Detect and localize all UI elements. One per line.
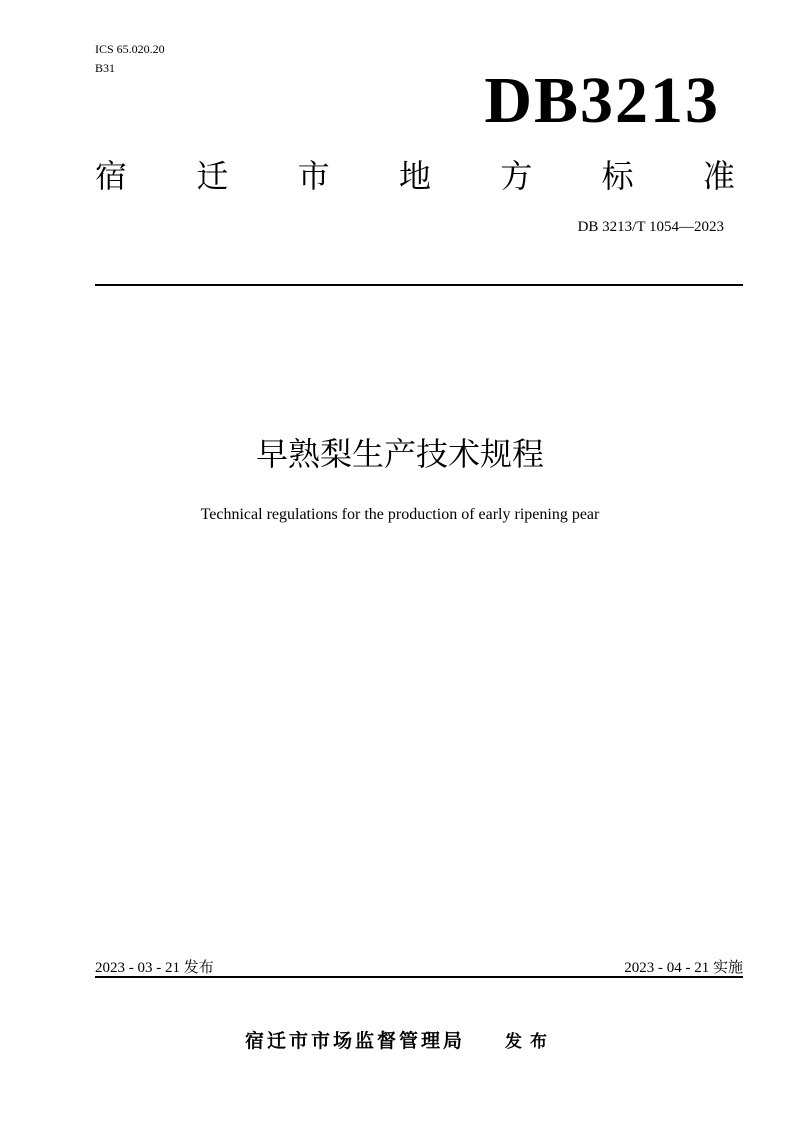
standard-type-char: 宿 bbox=[95, 157, 128, 195]
issue-label: 发布 bbox=[183, 958, 214, 976]
ics-code: ICS 65.020.20 bbox=[95, 42, 165, 56]
issuer-line bbox=[0, 1028, 800, 1055]
standard-type-char: 标 bbox=[601, 157, 634, 195]
document-title-english: Technical regulations for the production of early ripening pear bbox=[200, 506, 600, 523]
issuer-action: 发布 bbox=[505, 1032, 555, 1052]
standard-type-char: 方 bbox=[500, 157, 533, 195]
implement-label: 实施 bbox=[712, 958, 743, 976]
standard-type-char: 迁 bbox=[196, 157, 229, 195]
issue-date-line bbox=[95, 958, 214, 977]
standard-type-char: 准 bbox=[702, 157, 735, 195]
standard-code: DB3213 bbox=[484, 64, 720, 137]
issuer-name: 宿迁市市场监督管理局 bbox=[244, 1030, 465, 1052]
standard-type bbox=[95, 154, 735, 198]
document-title-chinese: 早熟梨生产技术规程 bbox=[255, 435, 544, 473]
standard-type-char: 市 bbox=[297, 157, 330, 195]
standard-number: DB 3213/T 1054—2023 bbox=[577, 219, 724, 235]
top-divider bbox=[95, 284, 743, 286]
bottom-divider bbox=[95, 976, 743, 978]
standard-type-char: 地 bbox=[398, 157, 431, 195]
ccs-code: B31 bbox=[95, 61, 116, 75]
issue-date: 2023 - 03 - 21 bbox=[95, 960, 180, 976]
implement-date-line bbox=[624, 958, 743, 977]
implement-date: 2023 - 04 - 21 bbox=[624, 960, 710, 976]
